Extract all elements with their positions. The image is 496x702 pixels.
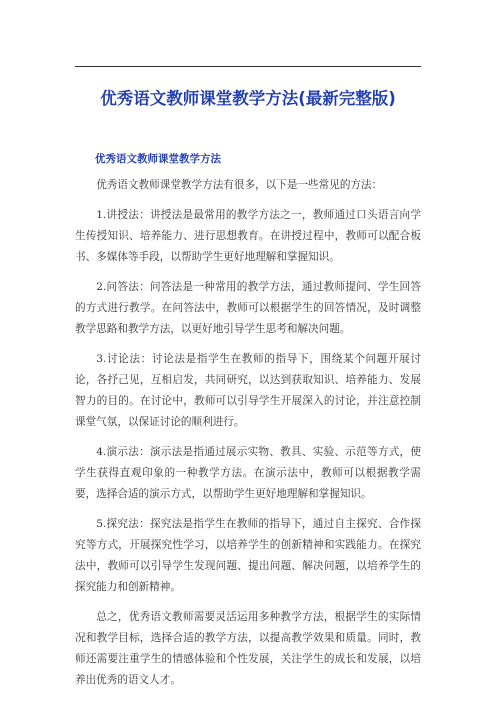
paragraph-qa-method: 2.问答法：问答法是一种常用的教学方法，通过教师提问、学生回答的方式进行教学。在问答法中，教师可以根据学生的回答情况，及时调整教学思路和教学方法，以更好地引导学生思考和解决问题。 bbox=[75, 281, 421, 335]
paragraph-inquiry-method: 5.探究法：探究法是指学生在教师的指导下，通过自主探究、合作探究等方式，开展探究性学习，以培养学生的创新精神和实践能力。在探究法中，教师可以引导学生发现问题、提出问题、解决问题，以培养学生的探究能力和创新精神。 bbox=[75, 518, 421, 593]
intro-paragraph: 优秀语文教师课堂教学方法有很多，以下是一些常见的方法： bbox=[96, 179, 383, 191]
header-rule bbox=[75, 66, 421, 67]
conclusion-paragraph: 总之，优秀语文教师需要灵活运用多种教学方法，根据学生的实际情况和教学目标，选择合适的教学方法，以提高教学效果和质量。同时，教师还需要注重学生的情感体验和个性发展，关注学生的成长和发展，以培养出优秀的语文人才。 bbox=[75, 611, 421, 686]
document-title: 优秀语文教师课堂教学方法(最新完整版) bbox=[100, 89, 396, 108]
paragraph-lecture-method: 1.讲授法：讲授法是最常用的教学方法之一，教师通过口头语言向学生传授知识、培养能力、进行思想教育。在讲授过程中，教师可以配合板书、多媒体等手段，以帮助学生更好地理解和掌握知识。 bbox=[75, 209, 421, 263]
section-heading: 优秀语文教师课堂教学方法 bbox=[95, 153, 221, 165]
paragraph-demonstration-method: 4.演示法：演示法是指通过展示实物、教具、实验、示范等方式，使学生获得直观印象的一种教学方法。在演示法中，教师可以根据教学需要，选择合适的演示方式，以帮助学生更好地理解和掌握知识。 bbox=[75, 446, 421, 500]
paragraph-discussion-method: 3.讨论法：讨论法是指学生在教师的指导下，围绕某个问题开展讨论，各抒己见，互相启发，共同研究，以达到获取知识、培养能力、发展智力的目的。在讨论中，教师可以引导学生开展深入的讨论，并注意控制课堂气氛，以保证讨论的顺利进行。 bbox=[75, 353, 421, 428]
document-body bbox=[75, 152, 421, 700]
